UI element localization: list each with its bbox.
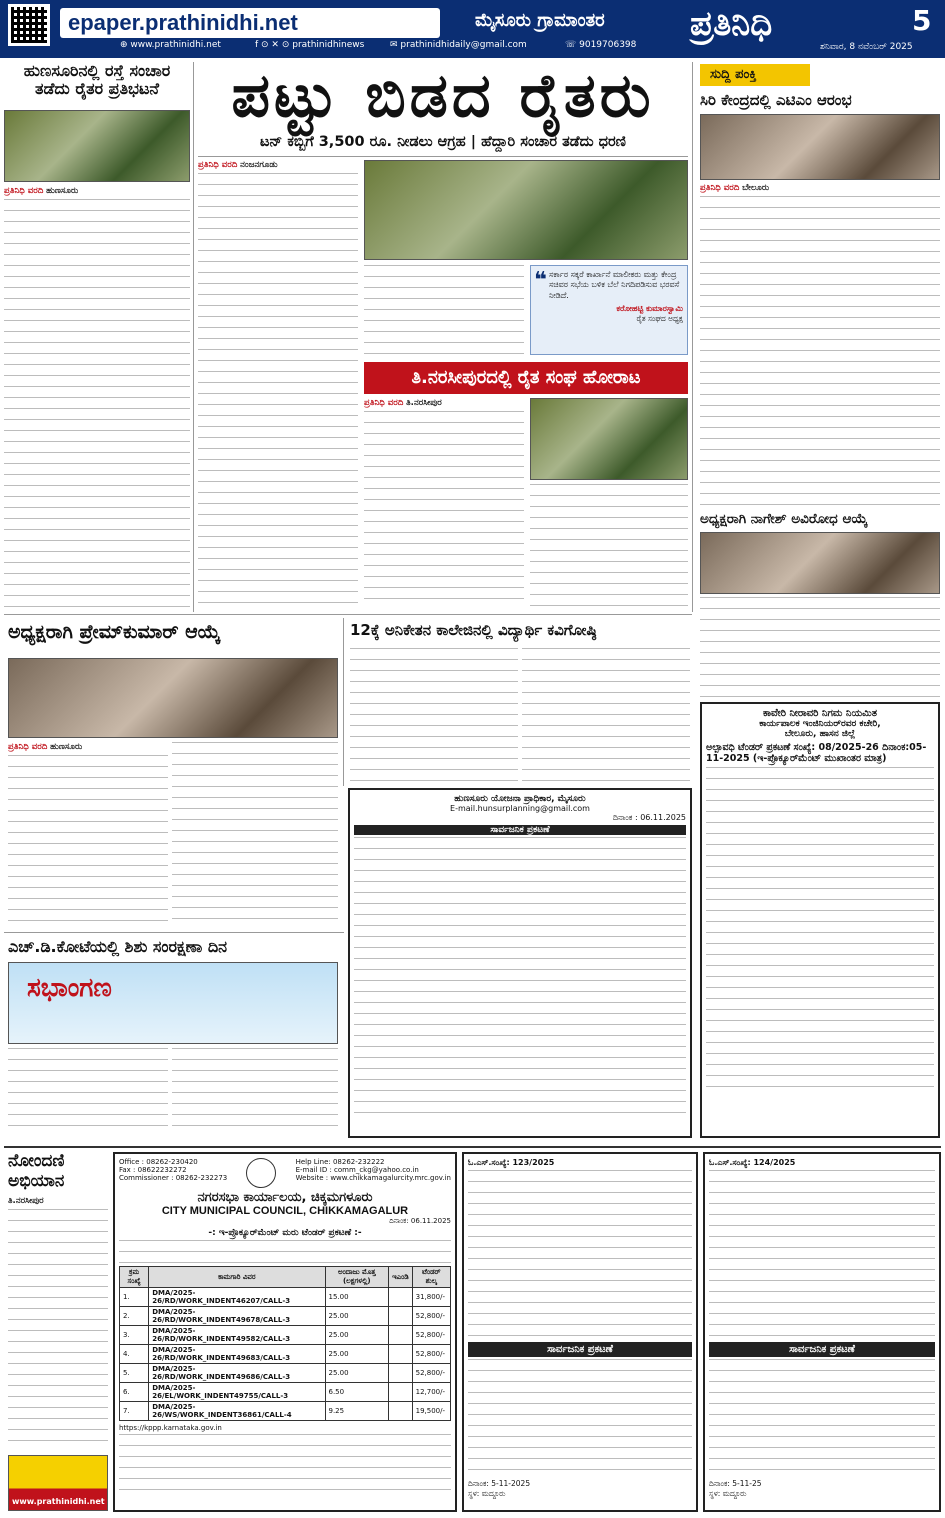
table-cell: DMA/2025-26/WS/WORK_INDENT36861/CALL-4 xyxy=(149,1402,325,1421)
cmc-tender-footer xyxy=(119,1434,451,1494)
court1-case-no: ಓ.ಎಸ್.ಸಂಖ್ಯೆ: 123/2025 xyxy=(468,1158,555,1167)
left-story-body xyxy=(4,186,190,610)
quote-author: ಕರೋಹಟ್ಟಿ ಕುಮಾರಸ್ವಾಮಿ xyxy=(616,304,683,314)
story-b-body2 xyxy=(522,648,690,783)
cmc-portal[interactable]: https://kppp.karnataka.gov.in xyxy=(119,1424,222,1432)
table-cell: 6. xyxy=(120,1383,149,1402)
table-cell: 3. xyxy=(120,1326,149,1345)
cmc-emblem-icon xyxy=(246,1158,276,1188)
story-c-banner-text: ಸಭಾಂಗಣ xyxy=(27,973,112,1003)
page-number: 5 xyxy=(912,4,932,37)
right-story2-body xyxy=(700,597,940,697)
table-row xyxy=(120,1345,451,1364)
story-c-headline: ಎಚ್.ಡಿ.ಕೋಟೆಯಲ್ಲಿ ಶಿಶು ಸಂರಕ್ಷಣಾ ದಿನ xyxy=(8,937,228,956)
table-cell xyxy=(389,1307,413,1326)
table-cell: 31,800/- xyxy=(412,1288,450,1307)
table-cell: 52,800/- xyxy=(412,1364,450,1383)
cmc-email[interactable]: E-mail ID : comm_ckg@yahoo.co.in xyxy=(295,1166,419,1174)
social-handle[interactable]: f ⊙ ✕ ⊙ prathinidhinews xyxy=(255,40,365,50)
lead-headline: ಪಟ್ಟು ಬಿಡದ ರೈತರು xyxy=(231,61,655,131)
cmc-tender-intro xyxy=(119,1240,451,1266)
cmc-tender-title: -: ಇ-ಪ್ರೊಕ್ಯೂರ್‌ಮೆಂಟ್ ಮರು ಟೆಂಡರ್ ಪ್ರಕಟಣೆ :- xyxy=(208,1228,362,1238)
table-cell: 9.25 xyxy=(325,1402,389,1421)
table-row xyxy=(120,1288,451,1307)
court2-date: ದಿನಾಂಕ: 5-11-25 xyxy=(709,1479,762,1488)
table-row xyxy=(120,1402,451,1421)
kaveri-org: ಕಾವೇರಿ ನೀರಾವರಿ ನಿಗಮ ನಿಯಮಿತ xyxy=(762,708,878,719)
hunsur-notice-email[interactable]: E-mail.hunsurplanning@gmail.com xyxy=(450,804,590,813)
table-cell: DMA/2025-26/RD/WORK_INDENT49678/CALL-3 xyxy=(149,1307,325,1326)
table-cell: 15.00 xyxy=(325,1288,389,1307)
table-row xyxy=(120,1307,451,1326)
edition-name: ಮೈಸೂರು ಗ್ರಾಮಾಂತರ xyxy=(475,10,605,31)
kaveri-place: ಬೇಲೂರು, ಹಾಸನ ಜಿಲ್ಲೆ xyxy=(784,729,856,739)
lead-byline: ಪ್ರತಿನಿಧಿ ವರದಿ xyxy=(198,160,238,170)
table-cell: 25.00 xyxy=(325,1307,389,1326)
hunsur-notice-date: ದಿನಾಂಕ : 06.11.2025 xyxy=(612,813,686,822)
story-a-photo xyxy=(8,658,338,738)
story-a-body xyxy=(8,742,168,927)
right-story1-byline: ಪ್ರತಿನಿಧಿ ವರದಿ xyxy=(700,183,740,193)
cmc-name-kannada: ನಗರಸಭಾ ಕಾರ್ಯಾಲಯ, ಚಿಕ್ಕಮಗಳೂರು xyxy=(197,1190,373,1205)
story-c-body2 xyxy=(172,1048,338,1136)
court2-title: ಸಾರ್ವಜನಿಕ ಪ್ರಕಟಣೆ xyxy=(709,1342,935,1357)
kaveri-office: ಕಾರ್ಯಪಾಲಕ ಇಂಜಿನಿಯರ್‌ರವರ ಕಚೇರಿ, xyxy=(759,719,881,729)
left-story-place: ಹುಣಸೂರು xyxy=(46,186,79,196)
table-row xyxy=(120,1326,451,1345)
court1-body xyxy=(468,1170,692,1340)
lead-body-col1 xyxy=(198,160,358,605)
table-cell: 25.00 xyxy=(325,1364,389,1383)
story-a-body2 xyxy=(172,742,338,927)
cmc-tender xyxy=(113,1152,457,1512)
table-cell: 52,800/- xyxy=(412,1345,450,1364)
sub-story-photo xyxy=(530,398,688,480)
story-b-headline: 12ಕ್ಕೆ ಅನಿಕೇತನ ಕಾಲೇಜಿನಲ್ಲಿ ವಿದ್ಯಾರ್ಥಿ ಕವಿಗೋಷ್ಠಿ xyxy=(350,621,597,639)
cmc-date: ದಿನಾಂಕ: 06.11.2025 xyxy=(389,1217,451,1225)
quote-text: ಸರ್ಕಾರ ಸಕ್ಕರೆ ಕಾರ್ಖಾನೆ ಮಾಲೀಕರು ಮತ್ತು ಕೇಂದ್ರ ಸಚಿವರ ಸಭೆಯ ಬಳಿಕ ಬೆಲೆ ನಿಗದಿಪಡಿಸುವ ಭರವಸೆ ನೀಡಿದೆ. xyxy=(549,270,680,300)
email-link[interactable]: ✉ prathinidhidaily@gmail.com xyxy=(390,40,527,50)
story-b-body xyxy=(350,648,518,783)
cmc-helpline: Help Line: 08262-232222 xyxy=(295,1158,385,1166)
table-header: ಟೆಂಡರ್ ಶುಲ್ಕ xyxy=(412,1267,450,1288)
table-row xyxy=(120,1383,451,1402)
table-cell xyxy=(389,1364,413,1383)
cmc-name-english: CITY MUNICIPAL COUNCIL, CHIKKAMAGALUR xyxy=(161,1205,409,1217)
footer-logo[interactable] xyxy=(8,1455,108,1511)
hunsur-notice-body xyxy=(354,837,686,1119)
table-cell xyxy=(389,1326,413,1345)
table-header: ಇಎಂಡಿ xyxy=(389,1267,413,1288)
hunsur-notice xyxy=(348,788,692,1138)
table-cell: DMA/2025-26/RD/WORK_INDENT49683/CALL-3 xyxy=(149,1345,325,1364)
hunsur-notice-org: ಹುಣಸೂರು ಯೋಜನಾ ಪ್ರಾಧಿಕಾರ, ಮೈಸೂರು xyxy=(454,794,586,804)
table-cell: 2. xyxy=(120,1307,149,1326)
cmc-website[interactable]: Website : www.chikkamagalurcity.mrc.gov.in xyxy=(295,1174,451,1182)
lead-photo xyxy=(364,160,688,260)
website-link[interactable]: ⊕ www.prathinidhi.net xyxy=(120,40,221,50)
court1-date: ದಿನಾಂಕ: 5-11-2025 xyxy=(468,1479,531,1488)
table-cell: DMA/2025-26/RD/WORK_INDENT49582/CALL-3 xyxy=(149,1326,325,1345)
kaveri-tender xyxy=(700,702,940,1138)
footer-logo-text: www.prathinidhi.net xyxy=(12,1497,105,1506)
table-cell xyxy=(389,1383,413,1402)
right-story2-photo xyxy=(700,532,940,594)
table-cell: DMA/2025-26/RD/WORK_INDENT49686/CALL-3 xyxy=(149,1364,325,1383)
right-story1-headline: ಸಿರಿ ಕೇಂದ್ರದಲ್ಲಿ ಎಟಿಎಂ ಆರಂಭ xyxy=(700,91,852,109)
court2-place: ಸ್ಥಳ: ಮದ್ದೂರು xyxy=(709,1489,747,1498)
table-cell: DMA/2025-26/RD/WORK_INDENT46207/CALL-3 xyxy=(149,1288,325,1307)
right-story1-place: ಬೇಲೂರು xyxy=(742,183,770,193)
right-story2-headline: ಅಧ್ಯಕ್ಷರಾಗಿ ನಾಗೇಶ್ ಅವಿರೋಧ ಆಯ್ಕೆ xyxy=(700,511,868,527)
court2-case-no: ಓ.ಎಸ್.ಸಂಖ್ಯೆ: 124/2025 xyxy=(709,1158,796,1167)
court2-body xyxy=(709,1170,935,1340)
lead-place: ನಂಜನಗೂಡು xyxy=(240,160,278,170)
court-notice-1 xyxy=(462,1152,698,1512)
court1-title: ಸಾರ್ವಜನಿಕ ಪ್ರಕಟಣೆ xyxy=(468,1342,692,1357)
table-row xyxy=(120,1364,451,1383)
table-cell: 6.50 xyxy=(325,1383,389,1402)
issue-date: ಶನಿವಾರ, 8 ನವೆಂಬರ್ 2025 xyxy=(820,42,913,52)
cmc-tender-table xyxy=(119,1266,451,1421)
table-cell xyxy=(389,1288,413,1307)
story-a-byline: ಪ್ರತಿನಿಧಿ ವರದಿ xyxy=(8,742,48,752)
registration-headline: ನೋಂದಣಿ ಅಭಿಯಾನ xyxy=(8,1151,65,1191)
table-cell: 5. xyxy=(120,1364,149,1383)
story-a-place: ಹುಣಸೂರು xyxy=(50,742,83,752)
table-cell: 4. xyxy=(120,1345,149,1364)
lead-subhead: ಟನ್ ಕಬ್ಬಿಗೆ 3,500 ರೂ. ನೀಡಲು ಆಗ್ರಹ | ಹೆದ್ದಾರಿ ಸಂಚಾರ ತಡೆದು ಧರಣಿ xyxy=(260,134,626,150)
cmc-commissioner-phone: Commissioner : 08262-232273 xyxy=(119,1174,228,1182)
quote-role: ರೈತ ಸಂಘದ ಅಧ್ಯಕ್ಷ xyxy=(636,314,683,324)
court2-body2 xyxy=(709,1359,935,1477)
table-cell: 7. xyxy=(120,1402,149,1421)
story-a-headline: ಅಧ್ಯಕ್ಷರಾಗಿ ಪ್ರೇಮ್‌ಕುಮಾರ್ ಆಯ್ಕೆ xyxy=(8,621,221,643)
lead-quote-box xyxy=(530,265,688,355)
left-story-byline: ಪ್ರತಿನಿಧಿ ವರದಿ xyxy=(4,186,44,196)
table-header: ಅಂದಾಜು ಮೊತ್ತ (ಲಕ್ಷಗಳಲ್ಲಿ) xyxy=(325,1267,389,1288)
sub-story-place: ತಿ.ನರಸೀಪುರ xyxy=(406,398,442,408)
phone-number: ☏ 9019706398 xyxy=(565,40,637,50)
sub-story-byline: ಪ್ರತಿನಿಧಿ ವರದಿ xyxy=(364,398,404,408)
table-header: ಕಾಮಗಾರಿ ವಿವರ xyxy=(149,1267,325,1288)
site-url[interactable]: epaper.prathinidhi.net xyxy=(60,8,440,38)
sub-story-body xyxy=(364,398,524,606)
table-cell: 1. xyxy=(120,1288,149,1307)
table-cell: 19,500/- xyxy=(412,1402,450,1421)
table-header: ಕ್ರಮ ಸಂಖ್ಯೆ xyxy=(120,1267,149,1288)
registration-body xyxy=(8,1196,108,1446)
table-cell xyxy=(389,1345,413,1364)
table-cell: 25.00 xyxy=(325,1326,389,1345)
cmc-office-phone: Office : 08262-230420 xyxy=(119,1158,198,1166)
story-c-photo xyxy=(8,962,338,1044)
court-notice-2 xyxy=(703,1152,941,1512)
hunsur-notice-title: ಸಾರ್ವಜನಿಕ ಪ್ರಕಟಣೆ xyxy=(354,825,686,835)
left-story-headline: ಹುಣಸೂರಿನಲ್ಲಿ ರಸ್ತೆ ಸಂಚಾರ ತಡೆದು ರೈತರ ಪ್ರತಿಭಟನೆ xyxy=(23,61,171,99)
left-story-photo xyxy=(4,110,190,182)
right-story1-photo xyxy=(700,114,940,180)
court1-body2 xyxy=(468,1359,692,1477)
table-cell xyxy=(389,1402,413,1421)
qr-code-icon[interactable] xyxy=(8,4,50,46)
sub-story-body2 xyxy=(530,484,688,606)
table-cell: 25.00 xyxy=(325,1345,389,1364)
cmc-fax: Fax : 08622232272 xyxy=(119,1166,187,1174)
quote-mark-icon: ❝ xyxy=(534,268,547,293)
registration-place: ತಿ.ನರಸೀಪುರ xyxy=(8,1196,44,1206)
kaveri-tender-title: ಅಲ್ಪಾವಧಿ ಟೆಂಡರ್ ಪ್ರಕಟಣೆ ಸಂಖ್ಯೆ: 08/2025-26 ದಿನಾಂಕ:05-11-2025 (ಇ-ಪ್ರೊಕ್ಯೂರ್‌ಮೆಂಟ್ ಮುಖಾಂತರ ಮಾತ್ರ) xyxy=(706,742,927,764)
table-cell: 52,800/- xyxy=(412,1307,450,1326)
kaveri-tender-body xyxy=(706,767,934,1097)
right-story1-body xyxy=(700,183,940,509)
table-cell: 12,700/- xyxy=(412,1383,450,1402)
court1-place: ಸ್ಥಳ: ಮದ್ದೂರು xyxy=(468,1489,506,1498)
lead-body-col2 xyxy=(364,265,524,360)
sub-story-headline: ತಿ.ನರಸೀಪುರದಲ್ಲಿ ರೈತ ಸಂಘ ಹೋರಾಟ xyxy=(364,362,688,394)
story-c-body xyxy=(8,1048,168,1136)
newspaper-logo: ಪ್ರತಿನಿಧಿ xyxy=(690,4,773,44)
table-cell: DMA/2025-26/EL/WORK_INDENT49755/CALL-3 xyxy=(149,1383,325,1402)
table-cell: 52,800/- xyxy=(412,1326,450,1345)
section-tag: ಸುದ್ದಿ ಪಂಕ್ತಿ xyxy=(700,64,810,86)
